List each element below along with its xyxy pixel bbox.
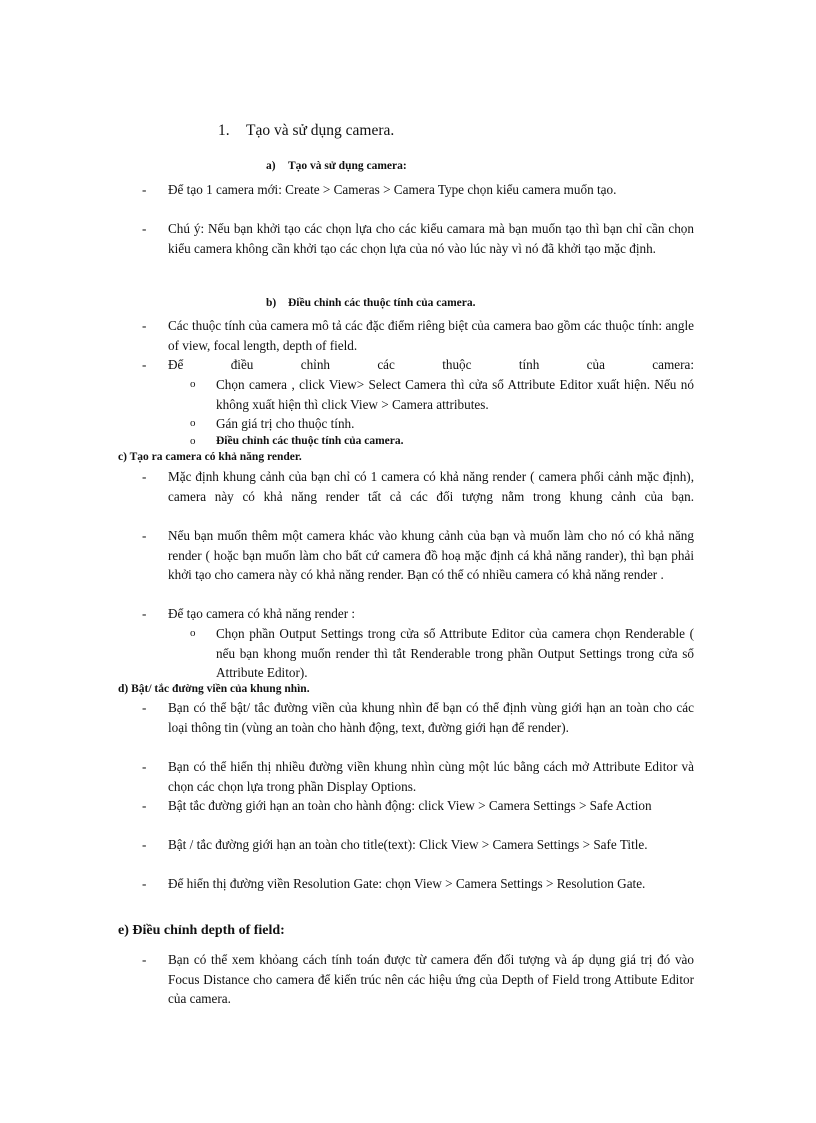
- list-item: [142, 604, 694, 624]
- list-item: [142, 316, 694, 355]
- item-text: Để tạo 1 camera mới: Create > Cameras > Camera Type chọn kiểu camera muốn tạo.: [168, 182, 617, 197]
- dash-bullet: -: [142, 221, 147, 236]
- section-e-heading: e) Điều chỉnh depth of field:: [118, 923, 285, 938]
- section-b-title: Điều chỉnh các thuộc tính của camera.: [288, 297, 476, 309]
- sub-list-item: [190, 624, 694, 683]
- dash-bullet: -: [142, 469, 147, 484]
- item-text: Để hiển thị đường viền Resolution Gate: chọn View > Camera Settings > Resolution Gate.: [168, 876, 646, 891]
- sub-list-item: [190, 414, 694, 434]
- circle-bullet: o: [190, 417, 196, 429]
- section-d-heading: d) Bật/ tắc đường viền của khung nhìn.: [118, 683, 310, 695]
- dash-bullet: -: [142, 798, 147, 813]
- item-text: Bật / tắc đường giới hạn an toàn cho title(text): Click View > Camera Settings > Safe Title.: [168, 837, 648, 852]
- dash-bullet: -: [142, 952, 147, 967]
- item-text: Mặc định khung cảnh của bạn chỉ có 1 camera có khả năng render ( camera phối cảnh mặc định), camera này có khả năng render tất cả các đối tượng nằm trong khung cảnh của bạn.: [168, 469, 694, 504]
- dash-bullet: -: [142, 528, 147, 543]
- section-b-heading: [266, 294, 476, 314]
- list-item: [142, 355, 694, 375]
- list-item: [142, 467, 694, 506]
- section-a-title: Tạo và sử dụng camera:: [288, 160, 407, 172]
- circle-bullet: o: [190, 378, 196, 390]
- dash-bullet: -: [142, 700, 147, 715]
- section-b-letter: b): [266, 297, 277, 309]
- heading-text: Tạo và sử dụng camera.: [246, 122, 395, 139]
- list-item: [142, 757, 694, 796]
- circle-bullet: o: [190, 627, 196, 639]
- dash-bullet: -: [142, 876, 147, 891]
- list-item: [142, 796, 694, 816]
- list-item: [142, 835, 694, 855]
- list-item: [142, 526, 694, 585]
- section-c-heading: c) Tạo ra camera có khả năng render.: [118, 451, 302, 463]
- list-item: [142, 180, 694, 200]
- item-text: Bật tắc đường giới hạn an toàn cho hành động: click View > Camera Settings > Safe Action: [168, 798, 652, 813]
- list-item: [142, 950, 694, 1009]
- dash-bullet: -: [142, 357, 147, 372]
- dash-bullet: -: [142, 182, 147, 197]
- sub-item-text: Chọn camera , click View> Select Camera thì cửa sổ Attribute Editor xuất hiện. Nếu nó không xuất hiện thì click View > Camera attributes.: [216, 377, 694, 412]
- item-text: Bạn có thể bật/ tắc đường viền của khung nhìn để bạn có thể định vùng giới hạn an toàn cho các loại thông tin (vùng an toàn cho hành động, text, đường giới hạn để render).: [168, 700, 694, 735]
- heading-number: 1.: [218, 122, 230, 139]
- section-a-heading: [266, 157, 407, 177]
- item-text: Để tạo camera có khả năng render :: [168, 606, 356, 621]
- sub-list-item: [190, 375, 694, 414]
- item-text: Bạn có thể xem khỏang cách tính toán được từ camera đến đối tượng và áp dụng giá trị đó vào Focus Distance cho camera để kiến trúc nên các hiệu ứng của Depth of Field trong Attibute Editor của camera.: [168, 952, 694, 1007]
- main-heading: [218, 121, 394, 141]
- dash-bullet: -: [142, 759, 147, 774]
- list-item: [142, 698, 694, 737]
- circle-bullet: o: [190, 435, 196, 447]
- list-item: [142, 874, 694, 894]
- section-a-letter: a): [266, 160, 276, 172]
- list-item: [142, 219, 694, 258]
- sub-item-text: Chọn phần Output Settings trong cửa sổ Attribute Editor của camera chọn Renderable ( nếu bạn khong muốn render thì tắt Renderable trong phần Output Settings trong cửa sổ Attribute Editor).: [216, 626, 694, 681]
- item-text: Chú ý: Nếu bạn khởi tạo các chọn lựa cho các kiểu camara mà bạn muốn tạo thì bạn chỉ cần chọn kiểu camera không cần khởi tạo các chọn lựa của nó vào lúc này vì nó đã khởi tạo mặc định.: [168, 221, 694, 256]
- sub-item-text: Gán giá trị cho thuộc tính.: [216, 416, 355, 431]
- item-text: Các thuộc tính của camera mô tả các đặc điểm riêng biệt của camera bao gồm các thuộc tính: angle of view, focal length, depth of field.: [168, 318, 694, 353]
- item-text: Nếu bạn muốn thêm một camera khác vào khung cảnh của bạn và muốn làm cho nó có khả năng render ( hoặc bạn muốn làm cho bất cứ camera đồ hoạ mặc định cá khả năng rander), thì bạn phải khởi tạo cho camera này có khả năng render. Bạn có thể có nhiều camera có khả năng render .: [168, 528, 694, 583]
- dash-bullet: -: [142, 318, 147, 333]
- sub-item-text: Điều chỉnh các thuộc tính của camera.: [216, 435, 404, 447]
- item-text: Để điều chỉnh các thuộc tính của camera:: [168, 357, 694, 372]
- dash-bullet: -: [142, 606, 147, 621]
- item-text: Bạn có thể hiển thị nhiều đường viền khung nhìn cùng một lúc bằng cách mở Attribute Editor và chọn các chọn lựa trong phần Display Options.: [168, 759, 694, 794]
- dash-bullet: -: [142, 837, 147, 852]
